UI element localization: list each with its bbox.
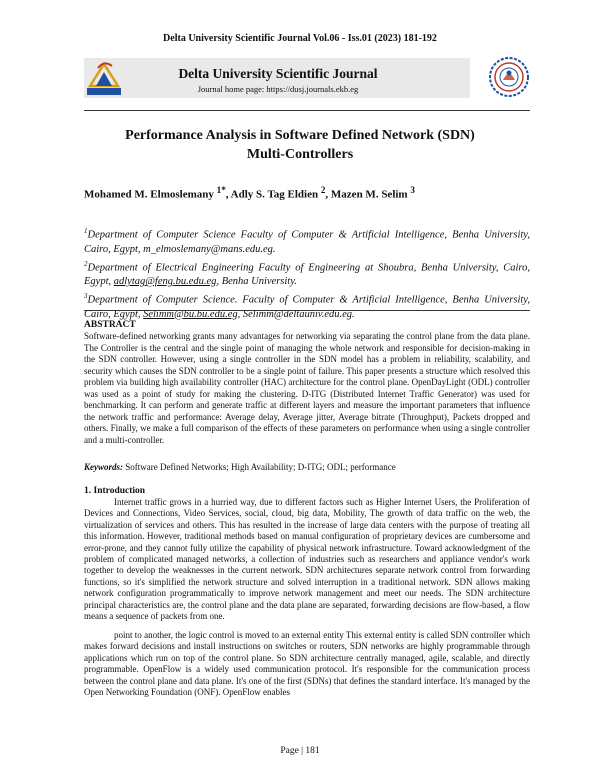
- author-1: Mohamed M. Elmoslemany: [84, 188, 217, 201]
- page-number: Page | 181: [280, 746, 320, 756]
- author-3-mark: 3: [410, 185, 415, 195]
- author-3: , Mazen M. Selim: [325, 188, 411, 201]
- affiliation-2-mark: 2: [84, 259, 88, 268]
- intro-paragraph-1: Internet traffic grows in a hurried way, due to different factors such as Higher Internet Users, the Proliferation of Devices and Connections, Video Services, social, cloud, big data, Mobility, The growth of data traffic on the web, the virtualization of services and others. This has resulted in the increase of large data centers with the purpose of treating all this information. However, traditional methods based on manual configuration of proprietary devices are cumbersome and error-prone, and they cannot fully utilize the capability of physical network infrastructure. Toward acknowledgment of the problem of complicated managed networks, a collection of industries such as researchers and appliance vendor's work together to develop the weaknesses in the current network. SDN architectures separate network control from forwarding functions, so it's simplified the network structure and solved interruption in a traditional network. SDN allows making network configuration programmatically to improve network management and meet our needs. The SDN architecture principal characteristics are, the control plane and the data plane are separated, forwarding decisions are flow-based, a flow means a sequence of packets from one.: [84, 497, 530, 622]
- journal-homepage: Journal home page: https://dusj.journals.ekb.eg: [197, 84, 359, 94]
- affiliation-1-mark: 1: [84, 227, 88, 235]
- affiliation-3-suffix: , Selimm@deltauniv.edu.eg.: [237, 308, 355, 320]
- affiliation-3-mark: 3: [84, 292, 88, 300]
- author-2: , Adly S. Tag Eldien: [225, 188, 321, 201]
- section-heading-introduction: 1. Introduction: [84, 486, 146, 496]
- affiliation-2-email-link[interactable]: adlytag@feng.bu.edu.eg: [113, 276, 217, 287]
- affiliation-3: [84, 289, 530, 322]
- keywords: [84, 462, 396, 472]
- affiliations: [84, 224, 530, 322]
- header-rule: [84, 110, 530, 111]
- author-list: [84, 185, 415, 201]
- journal-name: Delta University Scientific Journal: [178, 66, 378, 81]
- affiliation-2: [84, 257, 530, 290]
- running-header: Delta University Scientific Journal Vol.06 - Iss.01 (2023) 181-192: [163, 33, 437, 44]
- paper-title: Performance Analysis in Software Defined Network (SDN) Multi-Controllers: [125, 128, 475, 162]
- author-1-mark: 1*: [216, 185, 226, 195]
- author-2-mark: 2: [320, 185, 326, 195]
- abstract-heading: ABSTRACT: [84, 320, 136, 330]
- affiliation-2-suffix: , Benha University.: [216, 276, 297, 287]
- abstract-text: Software-defined networking grants many advantages for networking via separating the control plane from the data plane. The Controller is the central and the single point of managing the whole network and responsible for decision-making in the SDN controller. However, using a single controller in the SDN model has a problem in reliability, scalability, and security which causes the SDN controller to be a single point of failure. This paper presents a structure which resolved this problem via building high availability controller (HAC) architecture for the control plane. OpenDayLight (ODL) controller was used as a point of study for making the clustering. D-ITG (Distributed Internet Traffic Generator) was used for benchmarking. It can perform and generate traffic at different layers and measure the important parameters that influence the network traffic and performance: Average delay, Average jitter, Average bitrate (Throughput), Packets dropped and others. Finally, we make a full comparison of the effects of these parameters on performance when using a single controller and a multi-controller.: [84, 331, 530, 445]
- abstract-rule: [84, 310, 530, 311]
- affiliation-3-text: Department of Computer Science. Faculty of Computer & Artificial Intelligence, Benha University, Cairo, Egypt,: [84, 294, 530, 320]
- keywords-label: Keywords:: [84, 462, 123, 472]
- affiliation-1: [84, 224, 530, 257]
- keywords-text: Software Defined Networks; High Availability; D-ITG; ODL; performance: [123, 462, 396, 472]
- affiliation-2-text: Department of Electrical Engineering Faculty of Engineering at Shoubra, Benha University, Cairo, Egypt,: [84, 262, 530, 287]
- affiliation-3-email-link[interactable]: Selimm@bu.bu.edu.eg: [143, 308, 238, 320]
- intro-paragraph-2: point to another, the logic control is moved to an external entity This external entity is called SDN controller which makes forward decisions and install instructions on switches or routers, SDN networks are highly programmable through applications which run on top of the control plane. So SDN architecture centrally managed, agile, scalable, and directly programmable. OpenFlow is a widely used communication protocol. It's responsible for the communication process between the control plane and data plane. It's one of the first (SDNs) that defines the standard interface. It's managed by the Open Networking Foundation (ONF). OpenFlow enables: [84, 630, 530, 698]
- affiliation-1-text: Department of Computer Science Faculty of Computer & Artificial Intelligence, Benha University, Cairo, Egypt, m_elmoslemany@mans.edu.eg.: [84, 229, 530, 255]
- journal-seal-icon: [488, 56, 530, 98]
